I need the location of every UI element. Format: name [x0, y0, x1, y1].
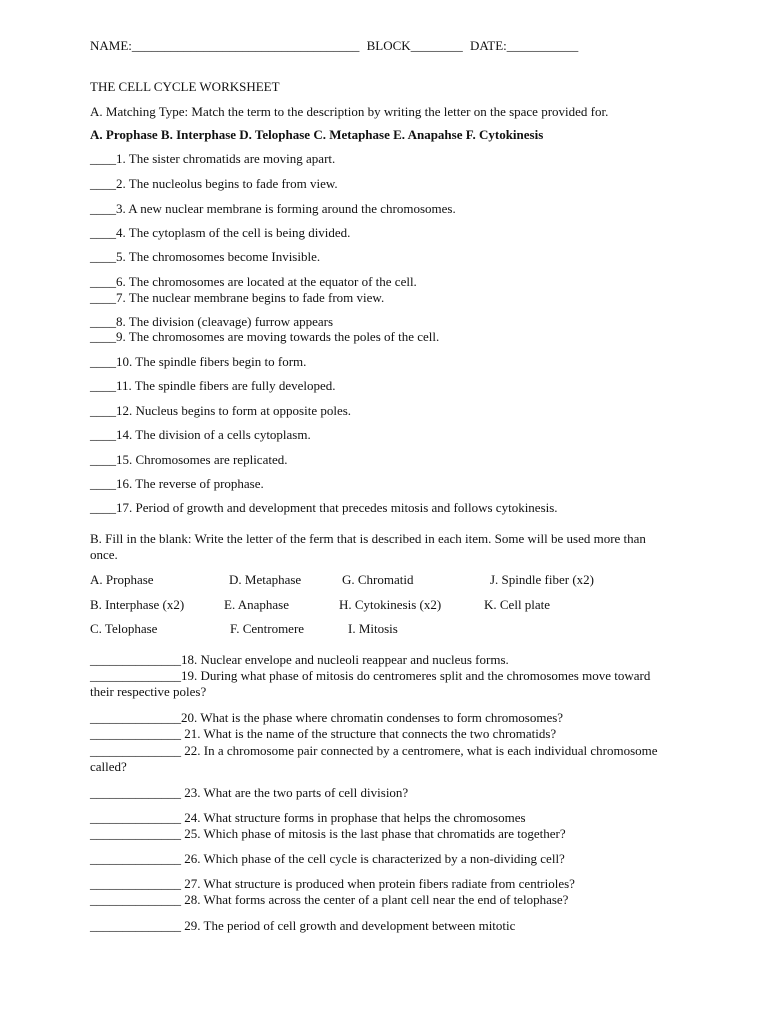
section-a-options: A. Prophase B. Interphase D. Telophase C. Metaphase E. Anapahse F. Cytokinesis [90, 127, 544, 142]
fill-blank-item[interactable]: ______________ 26. Which phase of the cell cycle is characterized by a non-dividing cell? [90, 851, 565, 866]
section-b-instruction: B. Fill in the blank: Write the letter of the ferm that is described in each item. Some will be used more than once. [90, 531, 646, 562]
matching-item[interactable]: ____9. The chromosomes are moving towards the poles of the cell. [90, 329, 440, 344]
block-field[interactable]: BLOCK________ [366, 38, 463, 53]
fill-blank-item[interactable]: ______________ 24. What structure forms in prophase that helps the chromosomes [90, 810, 526, 825]
matching-item[interactable]: ____14. The division of a cells cytoplasm. [90, 427, 311, 442]
term-option: A. Prophase [90, 572, 154, 587]
fill-blank-item[interactable]: ______________ 28. What forms across the center of a plant cell near the end of telophase? [90, 892, 569, 907]
fill-blank-item[interactable]: ______________20. What is the phase where chromatin condenses to form chromosomes? [90, 710, 564, 725]
fill-blank-item[interactable]: ______________ 29. The period of cell growth and development between mitotic [90, 918, 516, 933]
matching-item[interactable]: ____8. The division (cleavage) furrow appears [90, 314, 334, 329]
matching-item[interactable]: ____11. The spindle fibers are fully developed. [90, 378, 336, 393]
matching-item[interactable]: ____15. Chromosomes are replicated. [90, 452, 288, 467]
worksheet-title: THE CELL CYCLE WORKSHEET [90, 79, 280, 94]
section-a-instruction: A. Matching Type: Match the term to the description by writing the letter on the space provided for. [90, 104, 609, 119]
fill-blank-item[interactable]: ______________ 23. What are the two parts of cell division? [90, 785, 409, 800]
matching-item[interactable]: ____3. A new nuclear membrane is forming around the chromosomes. [90, 201, 456, 216]
fill-blank-item[interactable]: ______________19. During what phase of mitosis do centromeres split and the chromosomes move toward their respective poles? [90, 668, 651, 699]
date-field[interactable]: DATE:___________ [469, 38, 579, 53]
term-option: B. Interphase (x2) [90, 597, 185, 612]
fill-blank-item[interactable]: ______________ 27. What structure is produced when protein fibers radiate from centrioles? [90, 876, 575, 891]
term-option: J. Spindle fiber (x2) [490, 572, 594, 587]
header-line [90, 38, 578, 54]
matching-item[interactable]: ____2. The nucleolus begins to fade from view. [90, 176, 338, 191]
term-option: H. Cytokinesis (x2) [339, 597, 442, 612]
matching-item[interactable]: ____5. The chromosomes become Invisible. [90, 249, 321, 264]
fill-blank-item[interactable]: ______________18. Nuclear envelope and nucleoli reappear and nucleus forms. [90, 652, 509, 667]
matching-item[interactable]: ____6. The chromosomes are located at the equator of the cell. [90, 274, 417, 289]
matching-item[interactable]: ____17. Period of growth and development that precedes mitosis and follows cytokinesis. [90, 500, 558, 515]
matching-item[interactable]: ____1. The sister chromatids are moving apart. [90, 151, 336, 166]
term-option: C. Telophase [90, 621, 158, 636]
matching-item[interactable]: ____16. The reverse of prophase. [90, 476, 264, 491]
term-option: K. Cell plate [484, 597, 551, 612]
fill-blank-item[interactable]: ______________ 25. Which phase of mitosis is the last phase that chromatids are together? [90, 826, 566, 841]
fill-blank-item[interactable]: ______________ 21. What is the name of the structure that connects the two chromatids? [90, 726, 557, 741]
term-option: F. Centromere [230, 621, 305, 636]
name-field[interactable]: NAME:___________________________________ [90, 38, 360, 53]
matching-item[interactable]: ____4. The cytoplasm of the cell is being divided. [90, 225, 351, 240]
matching-item[interactable]: ____7. The nuclear membrane begins to fade from view. [90, 290, 385, 305]
term-option: I. Mitosis [348, 621, 398, 636]
matching-item[interactable]: ____12. Nucleus begins to form at opposite poles. [90, 403, 352, 418]
term-option: D. Metaphase [229, 572, 302, 587]
fill-blank-item[interactable]: ______________ 22. In a chromosome pair connected by a centromere, what is each individual chromosome called? [90, 743, 658, 774]
matching-item[interactable]: ____10. The spindle fibers begin to form. [90, 354, 307, 369]
term-option: G. Chromatid [342, 572, 414, 587]
term-option: E. Anaphase [224, 597, 289, 612]
